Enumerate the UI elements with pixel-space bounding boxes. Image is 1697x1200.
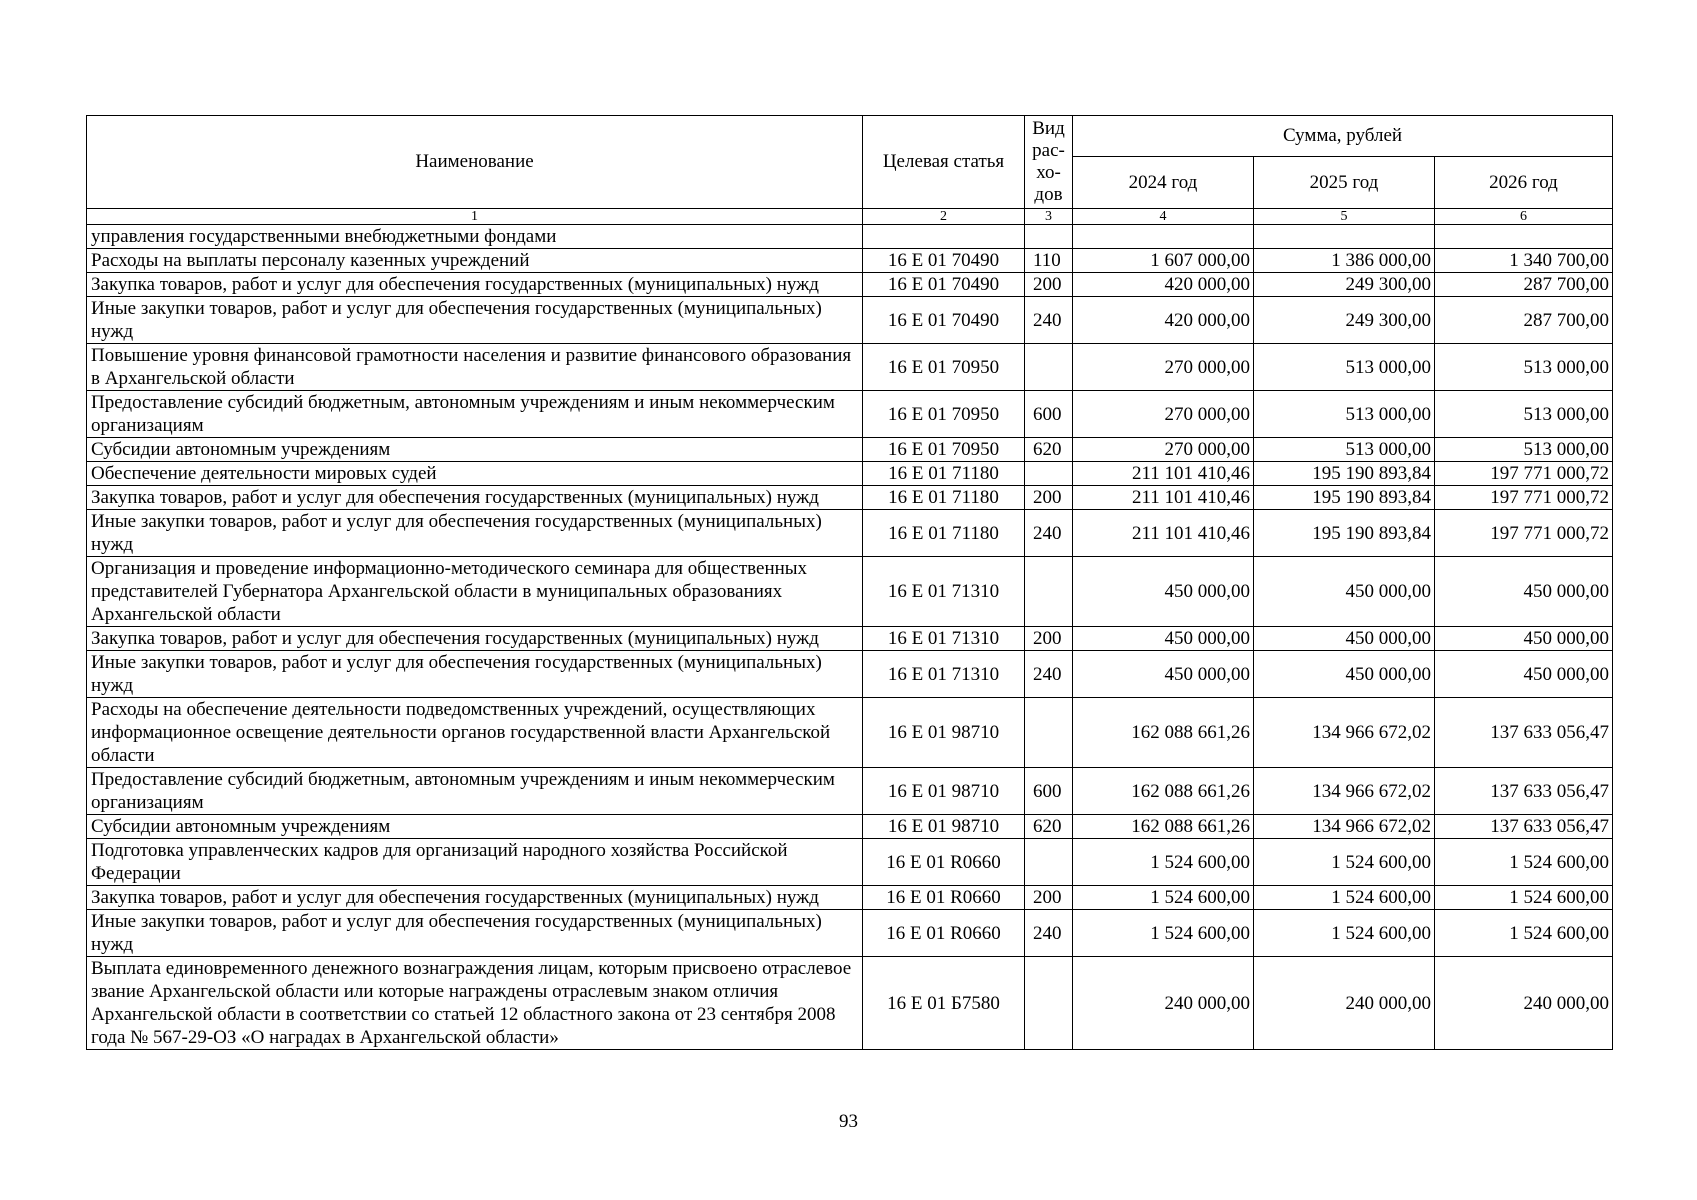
cell-amount-2025: 134 966 672,02 <box>1254 698 1435 768</box>
table-row <box>87 768 1613 815</box>
column-number: 5 <box>1254 209 1435 225</box>
cell-target-article: 16 Е 01 71180 <box>863 462 1025 486</box>
table-row <box>87 957 1613 1050</box>
cell-expense-type: 620 <box>1025 815 1073 839</box>
cell-name: Закупка товаров, работ и услуг для обеспечения государственных (муниципальных) нужд <box>87 627 863 651</box>
column-number: 1 <box>87 209 863 225</box>
cell-name: Расходы на обеспечение деятельности подведомственных учреждений, осуществляющих информационное освещение деятельности органов государственной власти Архангельской области <box>87 698 863 768</box>
cell-amount-2024: 450 000,00 <box>1073 651 1254 698</box>
cell-expense-type <box>1025 957 1073 1050</box>
cell-target-article: 16 Е 01 71180 <box>863 486 1025 510</box>
table-row <box>87 438 1613 462</box>
cell-amount-2026: 1 340 700,00 <box>1435 249 1613 273</box>
cell-expense-type: 620 <box>1025 438 1073 462</box>
cell-amount-2025: 1 524 600,00 <box>1254 886 1435 910</box>
cell-amount-2026: 240 000,00 <box>1435 957 1613 1050</box>
cell-amount-2024: 1 607 000,00 <box>1073 249 1254 273</box>
cell-target-article: 16 Е 01 71310 <box>863 557 1025 627</box>
cell-expense-type: 240 <box>1025 297 1073 344</box>
cell-amount-2026: 450 000,00 <box>1435 557 1613 627</box>
cell-amount-2025: 195 190 893,84 <box>1254 462 1435 486</box>
cell-expense-type: 240 <box>1025 510 1073 557</box>
cell-target-article: 16 Е 01 R0660 <box>863 886 1025 910</box>
cell-amount-2026: 287 700,00 <box>1435 273 1613 297</box>
cell-amount-2025: 513 000,00 <box>1254 391 1435 438</box>
cell-amount-2024: 211 101 410,46 <box>1073 462 1254 486</box>
header-year-2024: 2024 год <box>1073 157 1254 209</box>
cell-amount-2024: 162 088 661,26 <box>1073 768 1254 815</box>
cell-amount-2026: 513 000,00 <box>1435 438 1613 462</box>
column-number: 6 <box>1435 209 1613 225</box>
cell-name: Закупка товаров, работ и услуг для обеспечения государственных (муниципальных) нужд <box>87 886 863 910</box>
cell-amount-2025: 134 966 672,02 <box>1254 815 1435 839</box>
header-name: Наименование <box>87 116 863 209</box>
column-number: 3 <box>1025 209 1073 225</box>
cell-name: Иные закупки товаров, работ и услуг для обеспечения государственных (муниципальных) нужд <box>87 297 863 344</box>
cell-name: Расходы на выплаты персоналу казенных учреждений <box>87 249 863 273</box>
cell-amount-2025: 450 000,00 <box>1254 651 1435 698</box>
cell-target-article: 16 Е 01 Б7580 <box>863 957 1025 1050</box>
cell-target-article: 16 Е 01 70490 <box>863 297 1025 344</box>
cell-amount-2024: 270 000,00 <box>1073 438 1254 462</box>
cell-amount-2026: 450 000,00 <box>1435 651 1613 698</box>
cell-amount-2026 <box>1435 225 1613 249</box>
cell-amount-2026: 1 524 600,00 <box>1435 910 1613 957</box>
cell-amount-2024: 450 000,00 <box>1073 627 1254 651</box>
cell-amount-2025: 450 000,00 <box>1254 557 1435 627</box>
column-number-row <box>87 209 1613 225</box>
cell-amount-2024: 420 000,00 <box>1073 297 1254 344</box>
cell-expense-type: 240 <box>1025 651 1073 698</box>
cell-name: Выплата единовременного денежного вознаграждения лицам, которым присвоено отраслевое звание Архангельской области или которые награждены отраслевым знаком отличия Архангельской области в соответствии со статьей 12 областного закона от 23 сентября 2008 года № 567-29-ОЗ «О наградах в Архангельской области» <box>87 957 863 1050</box>
cell-name: Предоставление субсидий бюджетным, автономным учреждениям и иным некоммерческим организациям <box>87 391 863 438</box>
cell-amount-2025: 513 000,00 <box>1254 438 1435 462</box>
cell-name: Предоставление субсидий бюджетным, автономным учреждениям и иным некоммерческим организациям <box>87 768 863 815</box>
column-number: 2 <box>863 209 1025 225</box>
table-row <box>87 486 1613 510</box>
page-number: 93 <box>839 1111 858 1132</box>
cell-name: Иные закупки товаров, работ и услуг для обеспечения государственных (муниципальных) нужд <box>87 651 863 698</box>
cell-name: управления государственными внебюджетными фондами <box>87 225 863 249</box>
cell-amount-2026: 1 524 600,00 <box>1435 839 1613 886</box>
cell-expense-type <box>1025 698 1073 768</box>
cell-amount-2024: 270 000,00 <box>1073 391 1254 438</box>
cell-amount-2024: 162 088 661,26 <box>1073 815 1254 839</box>
table-row <box>87 510 1613 557</box>
table-row <box>87 297 1613 344</box>
cell-target-article: 16 Е 01 70490 <box>863 273 1025 297</box>
cell-amount-2024: 240 000,00 <box>1073 957 1254 1050</box>
table-row <box>87 815 1613 839</box>
cell-amount-2025: 249 300,00 <box>1254 297 1435 344</box>
cell-name: Организация и проведение информационно-методического семинара для общественных представителей Губернатора Архангельской области в муниципальных образованиях Архангельской области <box>87 557 863 627</box>
table-row <box>87 839 1613 886</box>
cell-amount-2024: 450 000,00 <box>1073 557 1254 627</box>
column-number: 4 <box>1073 209 1254 225</box>
cell-amount-2025: 249 300,00 <box>1254 273 1435 297</box>
table-row <box>87 249 1613 273</box>
cell-expense-type <box>1025 839 1073 886</box>
cell-name: Субсидии автономным учреждениям <box>87 438 863 462</box>
table-row <box>87 462 1613 486</box>
cell-target-article <box>863 225 1025 249</box>
table-row <box>87 391 1613 438</box>
cell-expense-type: 200 <box>1025 273 1073 297</box>
cell-amount-2024: 162 088 661,26 <box>1073 698 1254 768</box>
header-target-article: Целевая статья <box>863 116 1025 209</box>
cell-amount-2025: 1 524 600,00 <box>1254 910 1435 957</box>
table-row <box>87 225 1613 249</box>
budget-table <box>86 115 1613 1050</box>
cell-name: Повышение уровня финансовой грамотности населения и развитие финансового образования в Архангельской области <box>87 344 863 391</box>
table-row <box>87 273 1613 297</box>
cell-amount-2025: 134 966 672,02 <box>1254 768 1435 815</box>
cell-target-article: 16 Е 01 70490 <box>863 249 1025 273</box>
cell-amount-2024: 1 524 600,00 <box>1073 886 1254 910</box>
cell-expense-type: 110 <box>1025 249 1073 273</box>
header-year-2025: 2025 год <box>1254 157 1435 209</box>
cell-target-article: 16 Е 01 71310 <box>863 651 1025 698</box>
cell-amount-2025: 1 524 600,00 <box>1254 839 1435 886</box>
cell-amount-2026: 137 633 056,47 <box>1435 815 1613 839</box>
header-year-2026: 2026 год <box>1435 157 1613 209</box>
cell-amount-2026: 137 633 056,47 <box>1435 698 1613 768</box>
cell-expense-type: 600 <box>1025 768 1073 815</box>
cell-expense-type <box>1025 557 1073 627</box>
table-row <box>87 698 1613 768</box>
table-row <box>87 627 1613 651</box>
cell-amount-2026: 197 771 000,72 <box>1435 486 1613 510</box>
cell-amount-2024: 270 000,00 <box>1073 344 1254 391</box>
table-row <box>87 886 1613 910</box>
cell-target-article: 16 Е 01 70950 <box>863 344 1025 391</box>
cell-expense-type: 600 <box>1025 391 1073 438</box>
cell-expense-type: 240 <box>1025 910 1073 957</box>
cell-name: Подготовка управленческих кадров для организаций народного хозяйства Российской Федерации <box>87 839 863 886</box>
cell-expense-type: 200 <box>1025 627 1073 651</box>
cell-name: Иные закупки товаров, работ и услуг для обеспечения государственных (муниципальных) нужд <box>87 510 863 557</box>
header-sum: Сумма, рублей <box>1073 116 1613 157</box>
table-row <box>87 557 1613 627</box>
cell-name: Закупка товаров, работ и услуг для обеспечения государственных (муниципальных) нужд <box>87 273 863 297</box>
cell-amount-2024: 1 524 600,00 <box>1073 910 1254 957</box>
cell-amount-2024: 211 101 410,46 <box>1073 486 1254 510</box>
cell-amount-2025: 195 190 893,84 <box>1254 510 1435 557</box>
cell-expense-type: 200 <box>1025 886 1073 910</box>
cell-target-article: 16 Е 01 98710 <box>863 815 1025 839</box>
cell-amount-2026: 287 700,00 <box>1435 297 1613 344</box>
cell-name: Иные закупки товаров, работ и услуг для обеспечения государственных (муниципальных) нужд <box>87 910 863 957</box>
cell-amount-2025 <box>1254 225 1435 249</box>
cell-amount-2025: 1 386 000,00 <box>1254 249 1435 273</box>
header-expense-type: Вид рас-хо-дов <box>1025 116 1073 209</box>
cell-amount-2025: 450 000,00 <box>1254 627 1435 651</box>
cell-target-article: 16 Е 01 R0660 <box>863 910 1025 957</box>
cell-name: Закупка товаров, работ и услуг для обеспечения государственных (муниципальных) нужд <box>87 486 863 510</box>
cell-target-article: 16 Е 01 98710 <box>863 698 1025 768</box>
cell-target-article: 16 Е 01 R0660 <box>863 839 1025 886</box>
cell-amount-2026: 197 771 000,72 <box>1435 462 1613 486</box>
cell-amount-2026: 513 000,00 <box>1435 344 1613 391</box>
cell-amount-2026: 137 633 056,47 <box>1435 768 1613 815</box>
table-body <box>87 225 1613 1050</box>
cell-amount-2025: 240 000,00 <box>1254 957 1435 1050</box>
cell-amount-2026: 197 771 000,72 <box>1435 510 1613 557</box>
cell-amount-2025: 195 190 893,84 <box>1254 486 1435 510</box>
cell-amount-2024: 1 524 600,00 <box>1073 839 1254 886</box>
table-header <box>87 116 1613 225</box>
cell-expense-type <box>1025 344 1073 391</box>
cell-name: Обеспечение деятельности мировых судей <box>87 462 863 486</box>
cell-amount-2026: 1 524 600,00 <box>1435 886 1613 910</box>
table-row <box>87 651 1613 698</box>
cell-target-article: 16 Е 01 71180 <box>863 510 1025 557</box>
cell-amount-2024: 420 000,00 <box>1073 273 1254 297</box>
cell-target-article: 16 Е 01 98710 <box>863 768 1025 815</box>
cell-amount-2024 <box>1073 225 1254 249</box>
cell-target-article: 16 Е 01 71310 <box>863 627 1025 651</box>
cell-amount-2026: 513 000,00 <box>1435 391 1613 438</box>
cell-target-article: 16 Е 01 70950 <box>863 438 1025 462</box>
cell-expense-type <box>1025 462 1073 486</box>
cell-target-article: 16 Е 01 70950 <box>863 391 1025 438</box>
table-row <box>87 910 1613 957</box>
cell-name: Субсидии автономным учреждениям <box>87 815 863 839</box>
cell-amount-2024: 211 101 410,46 <box>1073 510 1254 557</box>
cell-amount-2026: 450 000,00 <box>1435 627 1613 651</box>
table-row <box>87 344 1613 391</box>
cell-expense-type: 200 <box>1025 486 1073 510</box>
cell-amount-2025: 513 000,00 <box>1254 344 1435 391</box>
cell-expense-type <box>1025 225 1073 249</box>
